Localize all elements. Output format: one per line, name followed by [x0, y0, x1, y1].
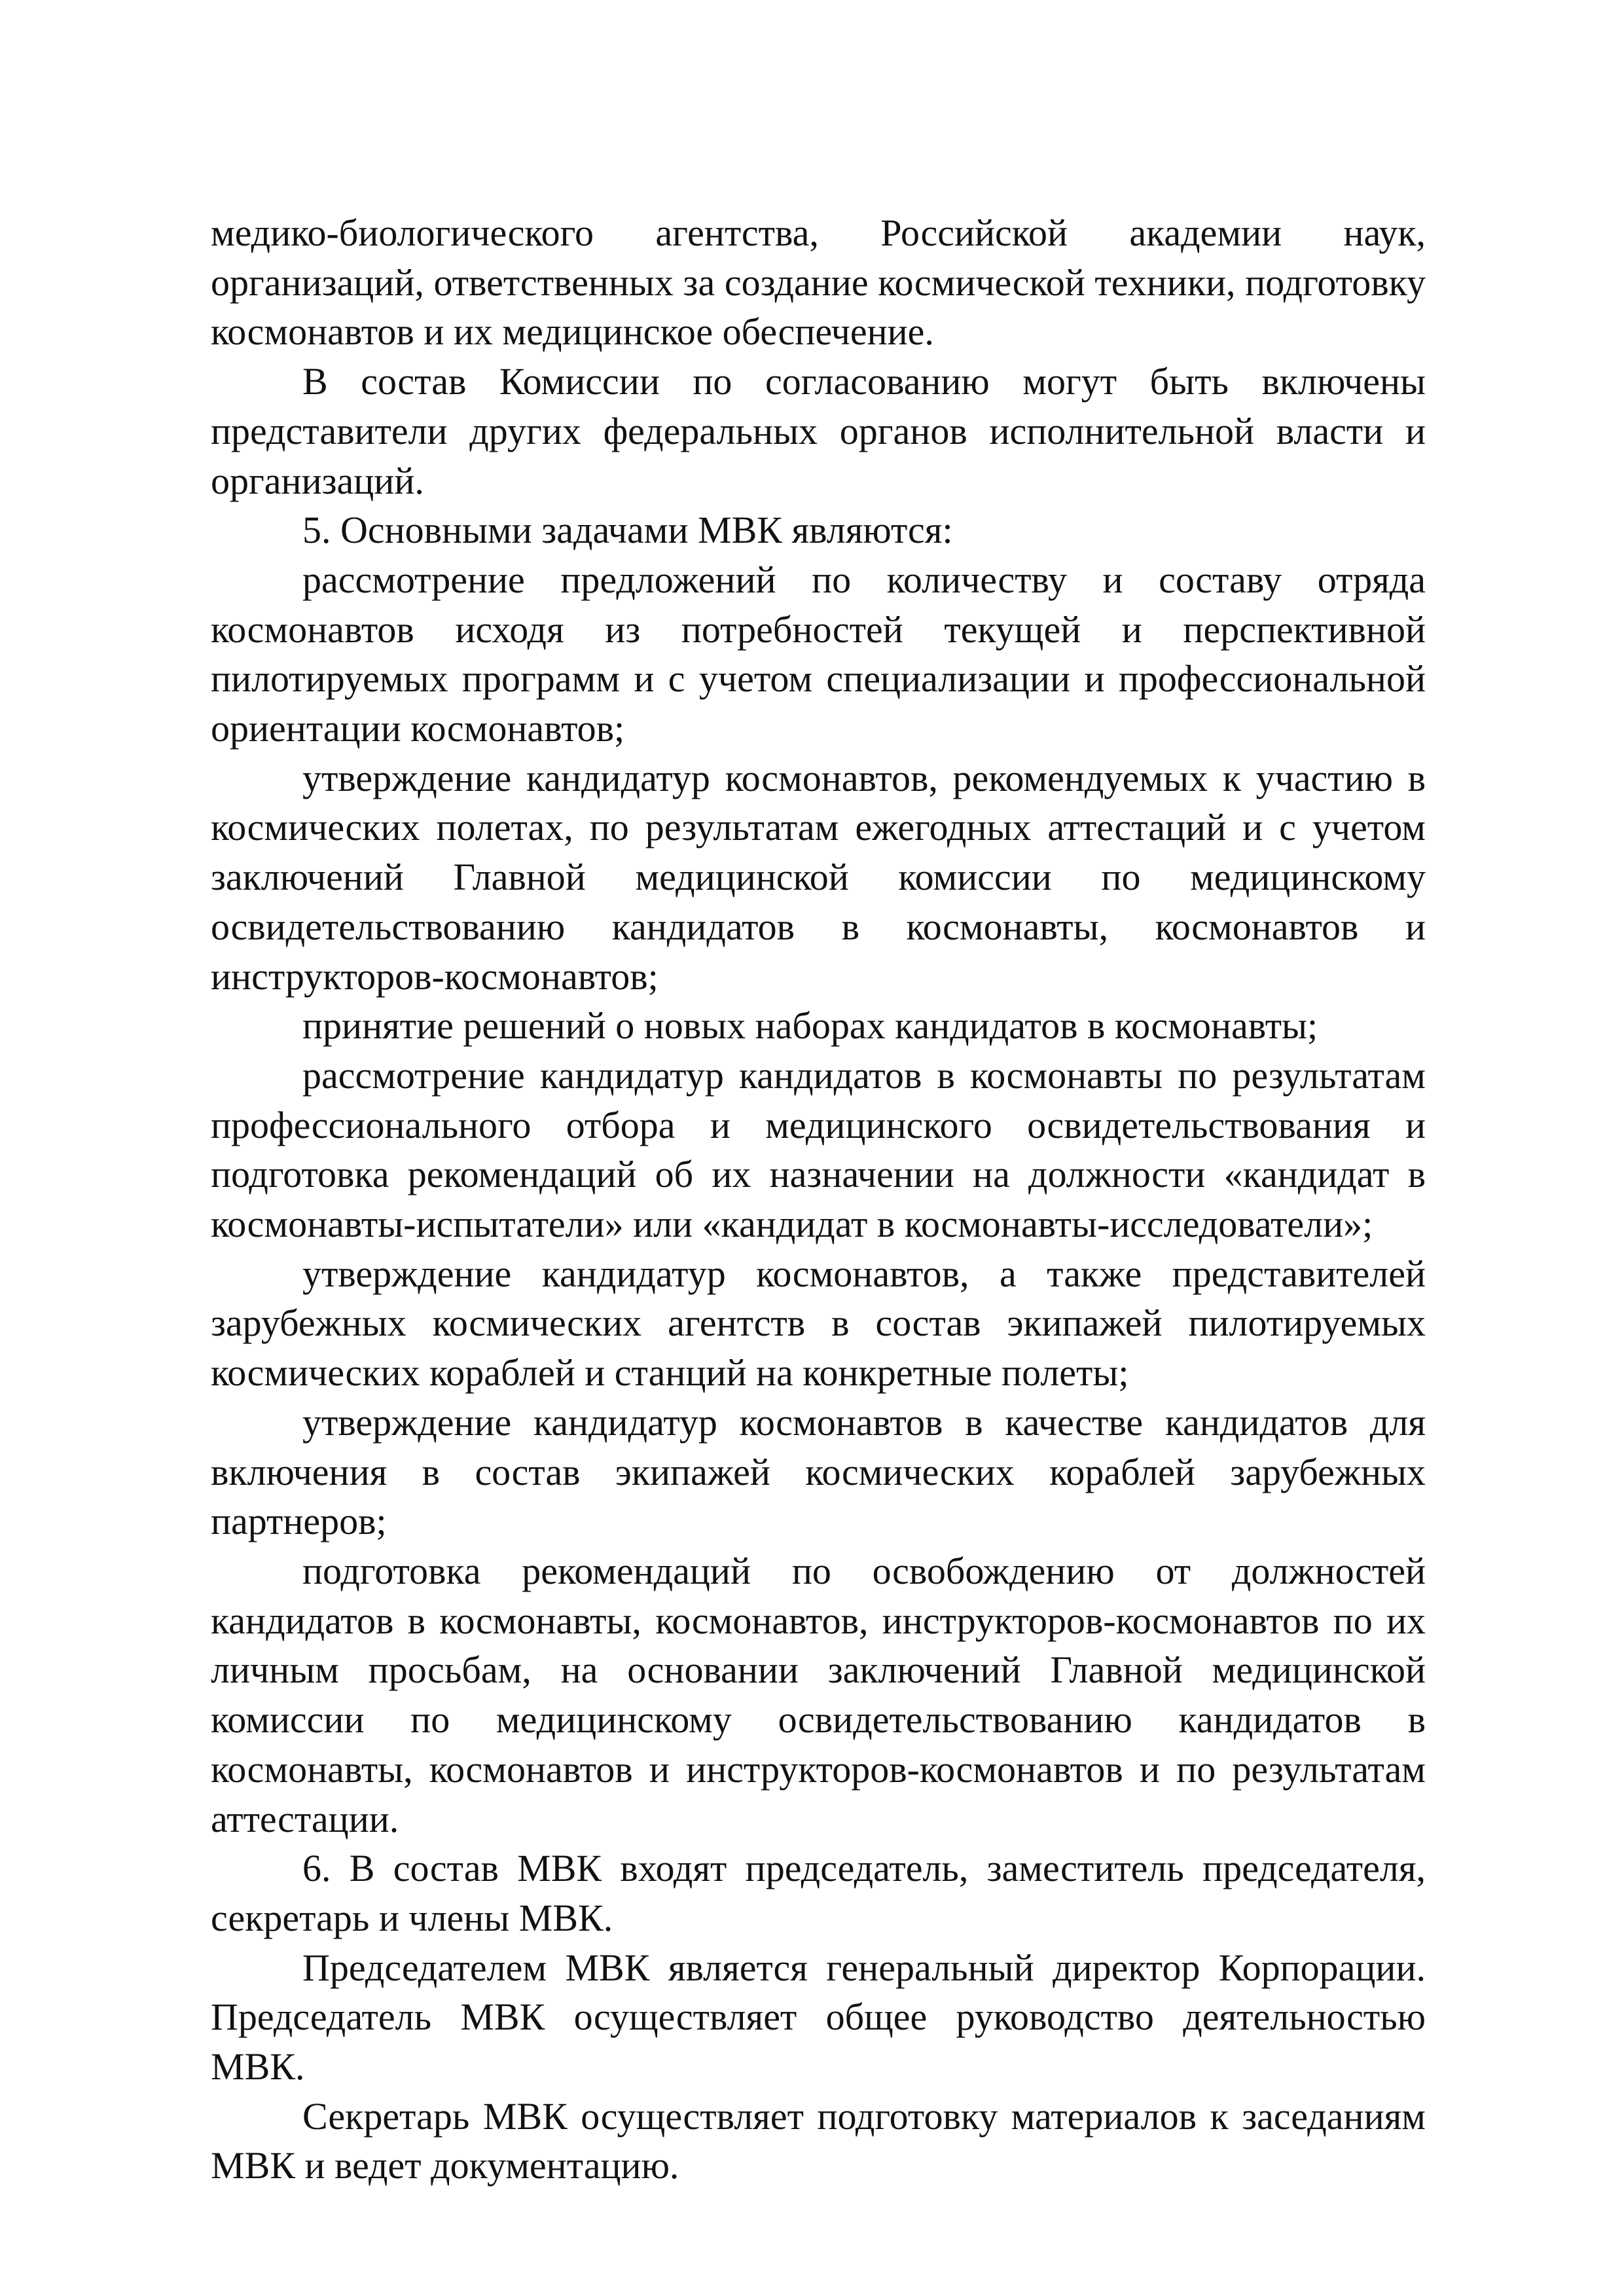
paragraph-secretary: Секретарь МВК осуществляет подготовку материалов к заседаниям МВК и ведет документацию. [211, 2094, 1426, 2187]
paragraph-continuation: медико-биологического агентства, Российской академии наук, организаций, ответственных за создание космической техники, подготовку космонавтов и их медицинское обеспечение. [211, 211, 1426, 354]
paragraph-task-dismissal: подготовка рекомендаций по освобождению от должностей кандидатов в космонавты, космонавтов, инструкторов-космонавтов по их личным просьбам, на основании заключений Главной медицинской комиссии по медицинскому освидетельствованию кандидатов в космонавты, космонавтов и инструкторов-космонавтов и по результатам аттестации. [211, 1549, 1426, 1840]
paragraph-chairman: Председателем МВК является генеральный директор Корпорации. Председатель МВК осуществляет общее руководство деятельностью МВК. [211, 1946, 1426, 2088]
paragraph-commission-composition: В состав Комиссии по согласованию могут быть включены представители других федеральных органов исполнительной власти и организаций. [211, 360, 1426, 502]
paragraph-task-new-recruitment: принятие решений о новых наборах кандидатов в космонавты; [302, 1004, 1318, 1048]
paragraph-task-cosmonaut-corps: рассмотрение предложений по количеству и составу отряда космонавтов исходя из потребностей текущей и перспективной пилотируемых программ и с учетом специализации и профессиональной ориентации космонавтов; [211, 558, 1426, 750]
paragraph-section-5-heading: 5. Основными задачами МВК являются: [302, 509, 953, 552]
paragraph-section-6-composition: 6. В состав МВК входят председатель, заместитель председателя, секретарь и члены МВК. [211, 1847, 1426, 1939]
paragraph-task-foreign-partners: утверждение кандидатур космонавтов в качестве кандидатов для включения в состав экипажей космических кораблей зарубежных партнеров; [211, 1400, 1426, 1543]
paragraph-task-approve-candidates: утверждение кандидатур космонавтов, рекомендуемых к участию в космических полетах, по результатам ежегодных аттестаций и с учетом заключений Главной медицинской комиссии по медицинскому освидетельствованию кандидатов в космонавты, космонавтов и инструкторов-космонавтов; [211, 756, 1426, 998]
document-body [211, 208, 1426, 2191]
paragraph-task-crew-approval: утверждение кандидатур космонавтов, а также представителей зарубежных космических агентств в состав экипажей пилотируемых космических кораблей и станций на конкретные полеты; [211, 1252, 1426, 1394]
paragraph-task-review-candidates: рассмотрение кандидатур кандидатов в космонавты по результатам профессионального отбора и медицинского освидетельствования и подготовка рекомендаций об их назначении на должности «кандидат в космонавты-испытатели» или «кандидат в космонавты-исследователи»; [211, 1053, 1426, 1246]
